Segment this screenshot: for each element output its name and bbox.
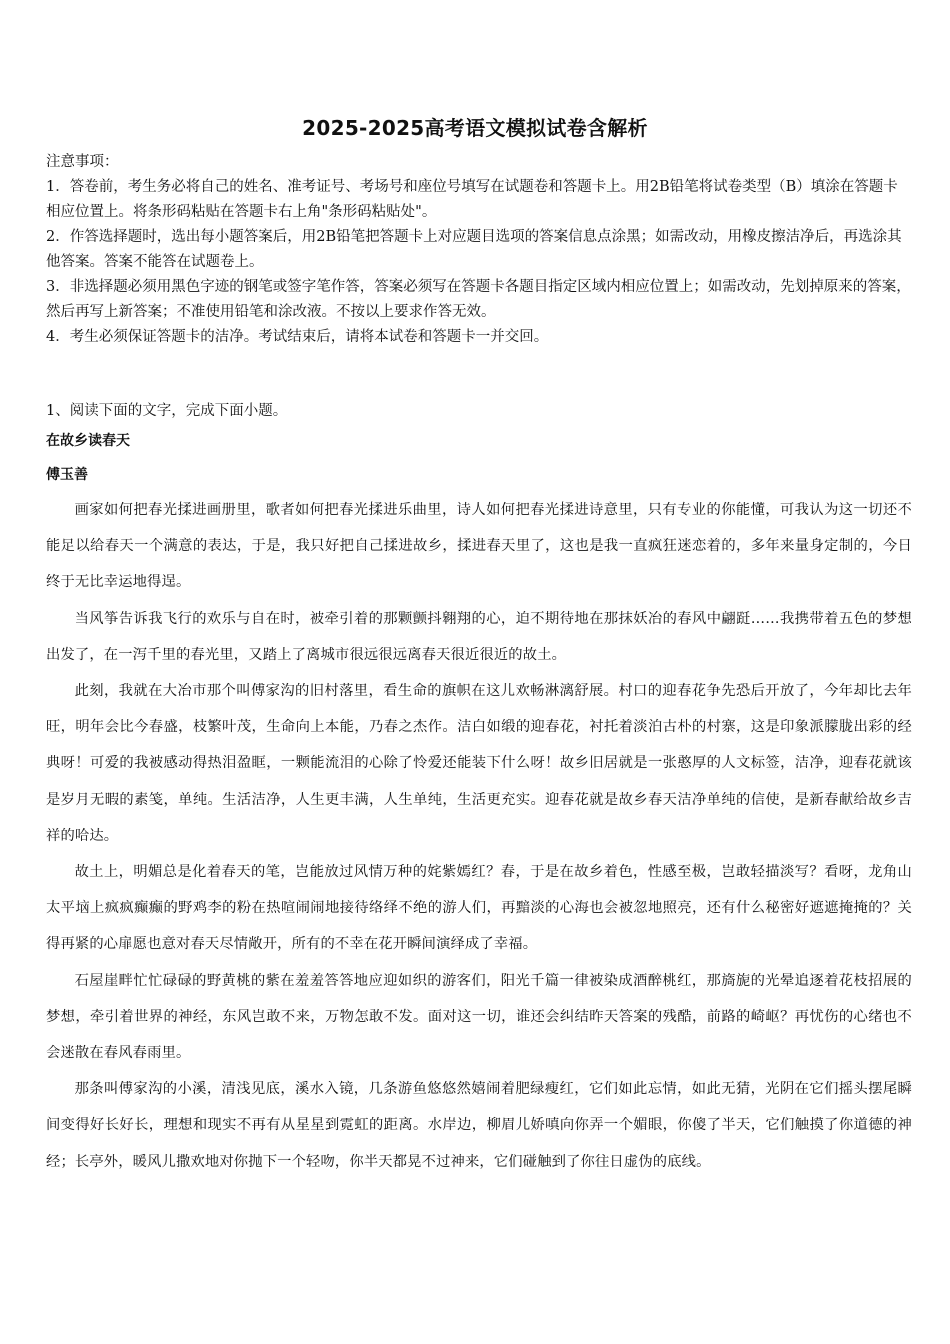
- notice-item: 2．作答选择题时，选出每小题答案后，用2B铅笔把答题卡上对应题目选项的答案信息点涂黑；如需改动，用橡皮擦洁净后，再选涂其他答案。答案不能答在试题卷上。: [46, 229, 902, 270]
- question-instruction: 1、阅读下面的文字，完成下面小题。: [46, 403, 288, 419]
- page-title: 2025-2025高考语文模拟试卷含解析: [302, 116, 648, 140]
- article-paragraph: 那条叫傅家沟的小溪，清浅见底，溪水入镜，几条游鱼悠悠然嬉闹着肥绿瘦红，它们如此忘情，如此无猜，光阴在它们摇头摆尾瞬间变得好长好长，理想和现实不再有从星星到霓虹的距离。水岸边，柳眉儿娇嗔向你弄一个媚眼，你傻了半天，它们触摸了你道德的神经；长亭外，暖风儿撒欢地对你抛下一个轻吻，你半天都晃不过神来，它们碰触到了你往日虚伪的底线。: [46, 1081, 912, 1170]
- article-body: [46, 492, 912, 1180]
- notice-item: 4．考生必须保证答题卡的洁净。考试结束后，请将本试卷和答题卡一并交回。: [46, 329, 549, 345]
- notice-item: 1．答卷前，考生务必将自己的姓名、准考证号、考场号和座位号填写在试题卷和答题卡上。用2B铅笔将试卷类型（B）填涂在答题卡相应位置上。将条形码粘贴在答题卡右上角"条形码粘贴处"。: [46, 179, 898, 220]
- article-title: 在故乡读春天: [46, 433, 130, 449]
- notice-section: [46, 150, 912, 350]
- article-paragraph: 此刻，我就在大冶市那个叫傅家沟的旧村落里，看生命的旗帜在这儿欢畅淋漓舒展。村口的迎春花争先恐后开放了，今年却比去年旺，明年会比今春盛，枝繁叶茂，生命向上本能，乃春之杰作。洁白如缎的迎春花，衬托着淡泊古朴的村寨，这是印象派朦胧出彩的经典呀！可爱的我被感动得热泪盈眶，一颗能流泪的心除了怜爱还能装下什么呀！故乡旧居就是一张憨厚的人文标签，洁净，迎春花就该是岁月无暇的素笺，单纯。生活洁净，人生更丰满，人生单纯，生活更充实。迎春花就是故乡春天洁净单纯的信使，是新春献给故乡吉祥的哈达。: [46, 683, 912, 844]
- article-paragraph: 当风筝告诉我飞行的欢乐与自在时，被牵引着的那颗颤抖翱翔的心，迫不期待地在那抹妖冶的春风中翩跹……我携带着五色的梦想出发了，在一泻千里的春光里，又踏上了离城市很远很远离春天很近很近的故土。: [46, 610, 912, 663]
- article-paragraph: 石屋崖畔忙忙碌碌的野黄桃的紫在羞羞答答地应迎如织的游客们，阳光千篇一律被染成酒醉桃红，那旖旎的光晕追逐着花枝招展的梦想，牵引着世界的神经，东风岂敢不来，万物怎敢不发。面对这一切，谁还会纠结昨天答案的残酷，前路的崎岖？再忧伤的心绪也不会迷散在春风春雨里。: [46, 972, 912, 1062]
- article-paragraph: 故土上，明媚总是化着春天的笔，岂能放过风情万种的姹紫嫣红？春，于是在故乡着色，性感至极，岂敢轻描淡写？看呀，龙角山太平垴上疯疯癫癫的野鸡李的粉在热喧闹闹地接待络绎不绝的游人们，再黯淡的心海也会被忽地照亮，还有什么秘密好遮遮掩掩的？关得再紧的心扉愿也意对春天尽情敞开，所有的不幸在花开瞬间演绎成了幸福。: [46, 864, 912, 953]
- article-paragraph: 画家如何把春光揉进画册里，歌者如何把春光揉进乐曲里，诗人如何把春光揉进诗意里，只有专业的你能懂，可我认为这一切还不能足以给春天一个满意的表达，于是，我只好把自己揉进故乡，揉进春天里了，这也是我一直疯狂迷恋着的，多年来量身定制的，今日终于无比幸运地得逞。: [46, 502, 912, 591]
- notice-item: 3．非选择题必须用黑色字迹的钢笔或签字笔作答，答案必须写在答题卡各题目指定区域内相应位置上；如需改动，先划掉原来的答案，然后再写上新答案；不准使用铅笔和涂改液。不按以上要求作答无效。: [46, 279, 911, 320]
- question-section: [46, 398, 912, 1180]
- notice-heading: 注意事项：: [46, 154, 119, 170]
- article-author: 傅玉善: [46, 467, 88, 483]
